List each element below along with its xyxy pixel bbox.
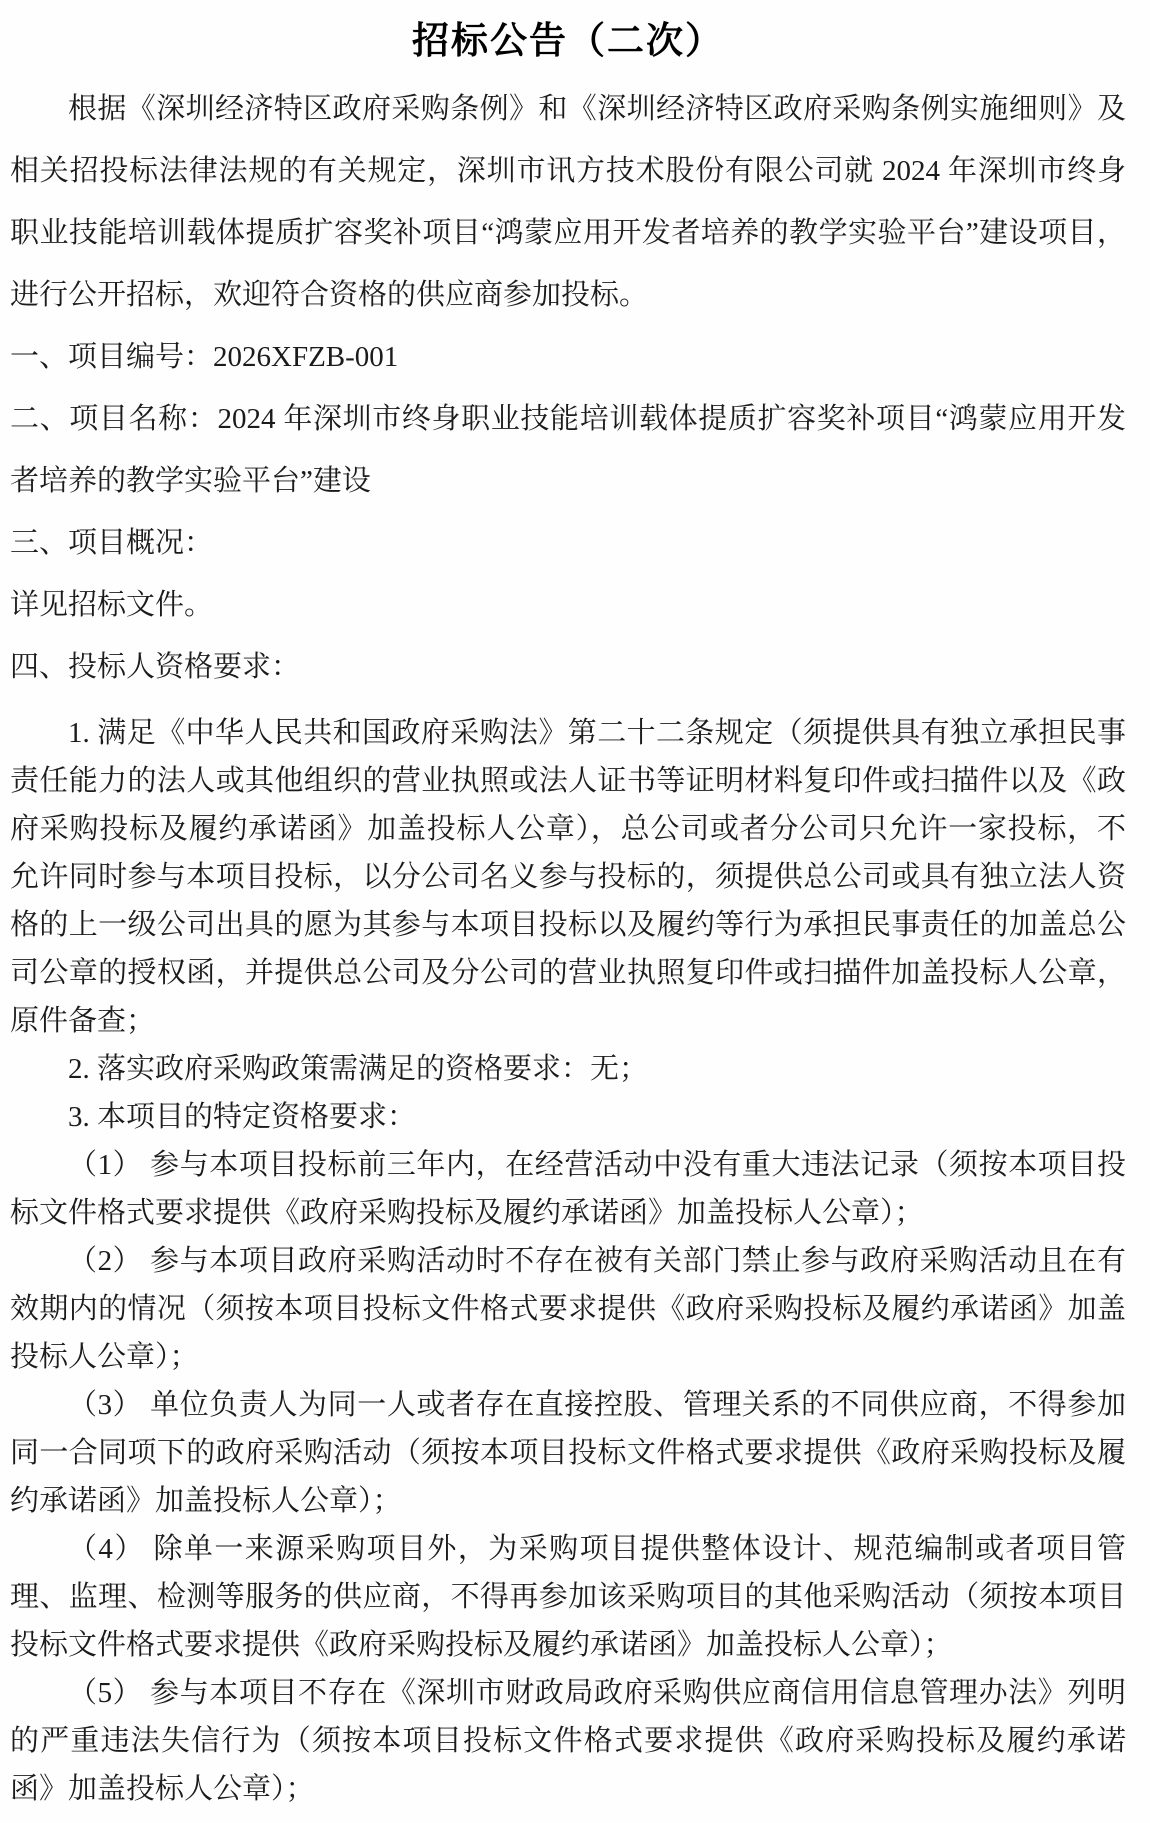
section-project-name: 二、项目名称：2024 年深圳市终身职业技能培训载体提质扩容奖补项目“鸿蒙应用开发者培养的教学实验平台”建设 [10,403,1126,497]
requirement-3-item-4: （4） 除单一来源采购项目外，为采购项目提供整体设计、规范编制或者项目管理、监理、检测等服务的供应商，不得再参加该采购项目的其他采购活动（须按本项目投标文件格式要求提供《政府采购投标及履约承诺函》加盖投标人公章）； [10,1533,1126,1661]
section-project-overview: 三、项目概况： [10,527,214,559]
section-project-number: 一、项目编号：2026XFZB-001 [10,341,399,373]
requirement-3-item-2: （2） 参与本项目政府采购活动时不存在被有关部门禁止参与政府采购活动且在有效期内的情况（须按本项目投标文件格式要求提供《政府采购投标及履约承诺函》加盖投标人公章）； [10,1245,1126,1373]
requirement-3: 3. 本项目的特定资格要求： [68,1101,417,1133]
page-title: 招标公告（二次） [412,21,724,62]
requirement-1: 1. 满足《中华人民共和国政府采购法》第二十二条规定（须提供具有独立承担民事责任能力的法人或其他组织的营业执照或法人证书等证明材料复印件或扫描件以及《政府采购投标及履约承诺函》加盖投标人公章），总公司或者分公司只允许一家投标，不允许同时参与本项目投标，以分公司名义参与投标的，须提供总公司或具有独立法人资格的上一级公司出具的愿为其参与本项目投标以及履约等行为承担民事责任的加盖总公司公章的授权函，并提供总公司及分公司的营业执照复印件或扫描件加盖投标人公章，原件备查； [10,717,1126,1037]
requirement-3-item-3: （3） 单位负责人为同一人或者存在直接控股、管理关系的不同供应商，不得参加同一合同项下的政府采购活动（须按本项目投标文件格式要求提供《政府采购投标及履约承诺函》加盖投标人公章）； [10,1389,1126,1517]
requirement-2: 2. 落实政府采购政策需满足的资格要求：无； [68,1053,649,1085]
requirement-3-item-1: （1） 参与本项目投标前三年内，在经营活动中没有重大违法记录（须按本项目投标文件格式要求提供《政府采购投标及履约承诺函》加盖投标人公章）； [10,1149,1126,1229]
paragraph-intro: 根据《深圳经济特区政府采购条例》和《深圳经济特区政府采购条例实施细则》及相关招投标法律法规的有关规定，深圳市讯方技术股份有限公司就 2024 年深圳市终身职业技能培训载体提质扩容奖补项目“鸿蒙应用开发者培养的教学实验平台”建设项目，进行公开招标，欢迎符合资格的供应商参加投标。 [10,93,1126,311]
requirement-3-item-5: （5） 参与本项目不存在《深圳市财政局政府采购供应商信用信息管理办法》列明的严重违法失信行为（须按本项目投标文件格式要求提供《政府采购投标及履约承诺函》加盖投标人公章）； [10,1677,1126,1805]
section-bidder-qualification: 四、投标人资格要求： [10,651,301,683]
section-project-overview-detail: 详见招标文件。 [10,589,214,621]
